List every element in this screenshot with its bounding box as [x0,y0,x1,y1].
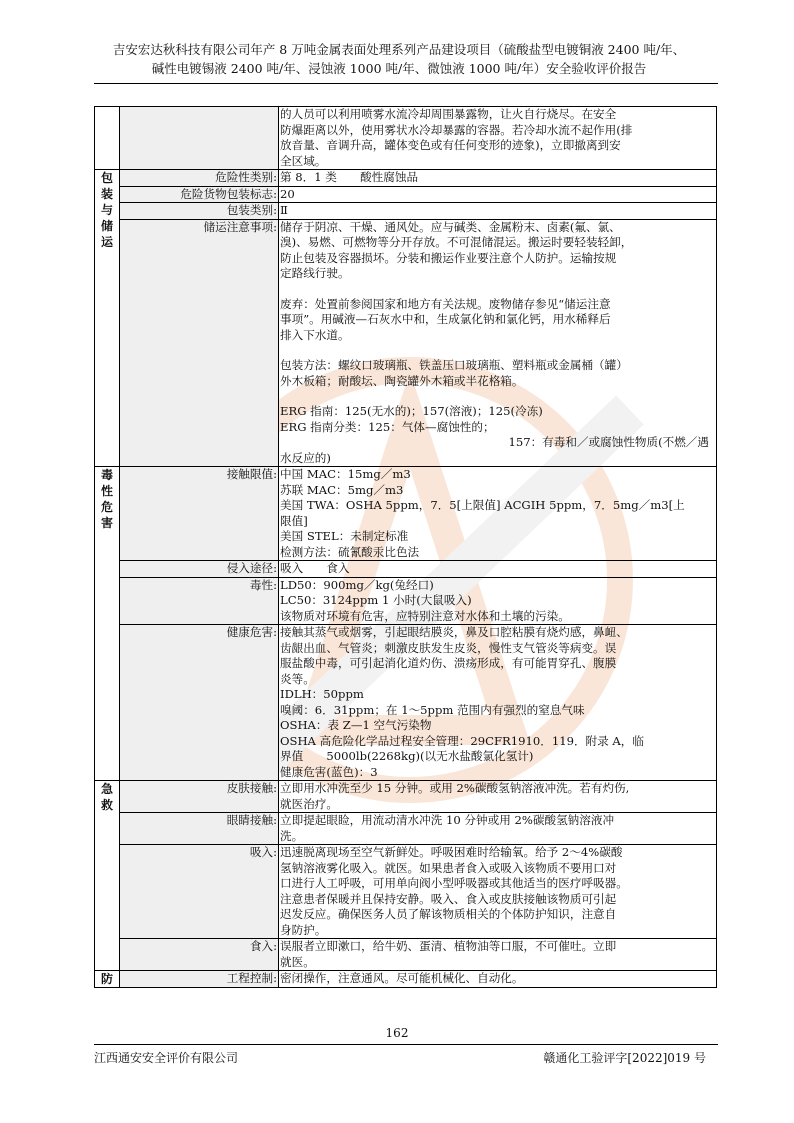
contact-limit-label: 接触限值: [120,467,279,561]
pack-type-label: 包装类别: [120,203,279,220]
table-row [95,845,717,939]
table-row [95,186,717,203]
category-cell-empty [95,107,120,170]
table-row [95,561,717,578]
pack-mark-value: 20 [279,186,717,203]
table-row [95,625,717,781]
category-protection: 防 [95,971,120,988]
footer-divider [94,1044,718,1045]
health-hazard-label: 健康危害: [120,625,279,781]
health-hazard-value: 接触其蒸气或烟雾，引起眼结膜炎，鼻及口腔粘膜有烧灼感，鼻衄、 齿龈出血、气管炎；刺激皮肤发生皮炎，慢性支气管炎等病变。误 服盐酸中毒，可引起消化道灼伤、溃疡形成，有可能胃穿孔、腹膜 炎等。 IDLH：50ppm 嗅阈：6．31ppm；在 1～5ppm 范围内有强烈的窒息气味 OSHA：表 Z—1 空气污染物 OSHA 高危险化学品过程安全管理：29CFR1910．119．附录 A，临 界值 5000lb(2268kg)(以无水盐酸氯化氢计) 健康危害(蓝色)：3 [279,625,717,781]
table-row [95,107,717,170]
engineering-control-value: 密闭操作，注意通风。尽可能机械化、自动化。 [279,971,717,988]
toxicity-value: LD50：900mg／kg(兔经口) LC50：3124ppm 1 小时(大鼠吸入) 该物质对环境有危害，应特别注意对水体和土壤的污染。 [279,577,717,625]
table-row [95,219,717,467]
report-header [84,40,714,78]
table-row [95,577,717,625]
skin-contact-value: 立即用水冲洗至少 15 分钟。或用 2%碳酸氢钠溶液冲洗。若有灼伤, 就医治疗。 [279,781,717,813]
header-divider [94,83,718,84]
table-row [95,467,717,561]
hazard-class-value: 第 8．1 类 酸性腐蚀品 [279,170,717,187]
table-row [95,971,717,988]
footer-company: 江西通安安全评价有限公司 [94,1051,239,1065]
pack-mark-label: 危险货物包装标志: [120,186,279,203]
msds-table [94,106,717,988]
table-row [95,170,717,187]
storage-label: 储运注意事项: [120,219,279,467]
inhalation-label: 吸入: [120,845,279,939]
header-line-1: 吉安宏达秋科技有限公司年产 8 万吨金属表面处理系列产品建设项目（硫酸盐型电镀铜液 2400 吨/年、 [112,42,686,57]
pack-type-value: Ⅱ [279,203,717,220]
ingestion-label: 食入: [120,939,279,971]
skin-contact-label: 皮肤接触: [120,781,279,813]
category-first-aid: 急 救 [95,781,120,971]
key-cell-empty [120,107,279,170]
table-row [95,781,717,813]
engineering-control-label: 工程控制: [120,971,279,988]
hazard-class-label: 危险性类别: [120,170,279,187]
table-row [95,939,717,971]
category-packaging: 包装 与储 运 [95,170,120,467]
eye-contact-value: 立即提起眼睑，用流动清水冲洗 10 分钟或用 2%碳酸氢钠溶液冲 洗。 [279,813,717,845]
eye-contact-label: 眼睛接触: [120,813,279,845]
table-row [95,813,717,845]
page-number: 162 [385,1026,409,1040]
route-label: 侵入途径: [120,561,279,578]
header-line-2: 碱性电镀锡液 2400 吨/年、浸蚀液 1000 吨/年、微蚀液 1000 吨/年）安全验收评价报告 [151,61,647,76]
route-value: 吸入 食入 [279,561,717,578]
contact-limit-value: 中国 MAC：15mg／m3 苏联 MAC：5mg／m3 美国 TWA：OSHA 5ppm，7．5[上限值] ACGIH 5ppm，7．5mg／m3[上 限值] 美国 STEL：未制定标准 检测方法：硫氰酸汞比色法 [279,467,717,561]
storage-value: 储存于阴凉、干燥、通风处。应与碱类、金属粉末、卤素(氟、氯、 溴)、易燃、可燃物等分开存放。不可混储混运。搬运时要轻装轻卸， 防止包装及容器损坏。分装和搬运作业要注意个人防护。运输按规 定路线行驶。 废弃：处置前参阅国家和地方有关法规。废物储存参见“储运注意 事项”。用碱液—石灰水中和，生成氯化钠和氯化钙，用水稀释后 排入下水道。 包装方法：螺纹口玻璃瓶、铁盖压口玻璃瓶、塑料瓶或金属桶（罐） 外木板箱；耐酸坛、陶瓷罐外木箱或半花格箱。 ERG 指南：125(无水的)；157(溶液)；125(冷冻) ERG 指南分类：125：气体—腐蚀性的； 157：有毒和／或腐蚀性物质(不燃／遇 水反应的) [279,219,717,467]
table-row [95,203,717,220]
category-toxicity: 毒性 危害 [95,467,120,781]
footer-doc-number: 赣通化工验评字[2022]019 号 [543,1051,706,1065]
ingestion-value: 误服者立即漱口，给牛奶、蛋清、植物油等口服，不可催吐。立即 就医。 [279,939,717,971]
toxicity-label: 毒性: [120,577,279,625]
fire-continuation-text: 的人员可以利用喷雾水流冷却周围暴露物，让火自行烧尽。在安全 防爆距离以外，使用雾状水冷却暴露的容器。若冷却水流不起作用(排 放音量、音调升高，罐体变色或有任何变形的迹象)，立即撤离到安 全区域。 [279,107,717,170]
inhalation-value: 迅速脱离现场至空气新鲜处。呼吸困难时给输氧。给予 2～4%碳酸 氢钠溶液雾化吸入。就医。如果患者食入或吸入该物质不要用口对 口进行人工呼吸，可用单向阀小型呼吸器或其他适当的医疗呼吸器。 注意患者保暖并且保持安静。吸入、食入或皮肤接触该物质可引起 迟发反应。确保医务人员了解该物质相关的个体防护知识，注意自 身防护。 [279,845,717,939]
